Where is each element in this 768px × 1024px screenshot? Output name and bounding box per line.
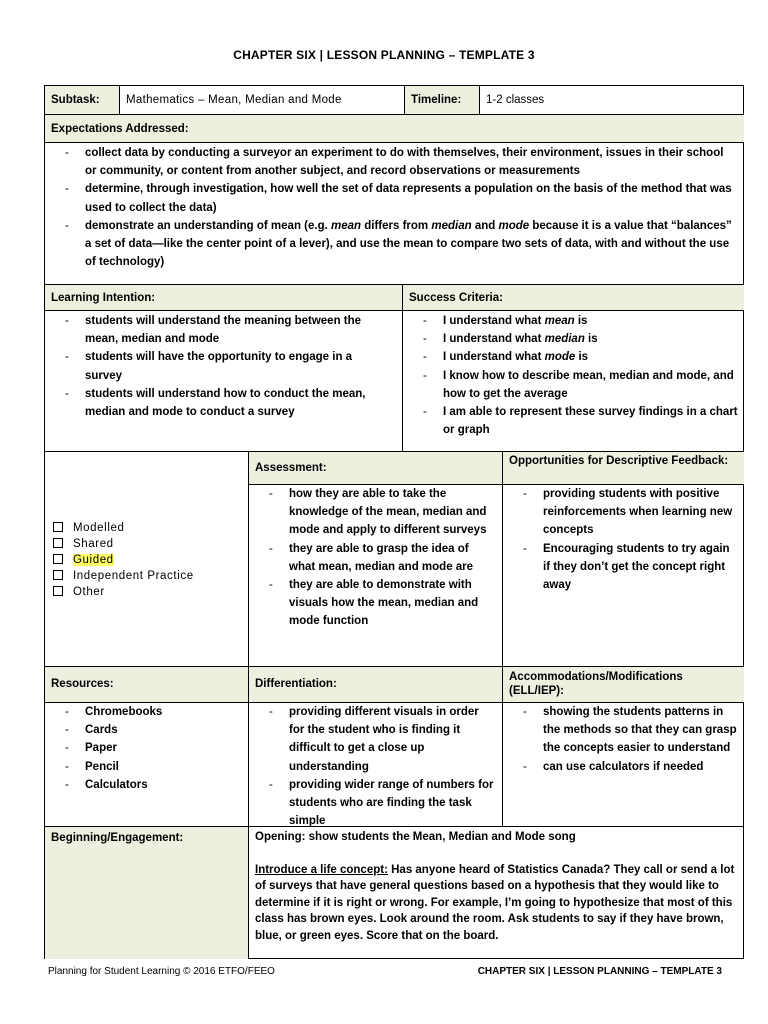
opening-text: Opening: show students the Mean, Median and Mode song — [255, 831, 576, 843]
checkbox[interactable] — [53, 554, 63, 564]
feedback-item: - providing students with positive reinforcements when learning new concepts — [509, 485, 738, 540]
approach-option-modelled[interactable]: Modelled — [53, 520, 242, 536]
expectation-item: - collect data by conducting a surveyor an experiment to do with themselves, their environment, issues in their school or community, or content from another subject, and record observations or measurements — [51, 144, 734, 180]
timeline-value: 1-2 classes — [480, 86, 744, 115]
learning-item: - students will understand the meaning between the mean, median and mode — [51, 312, 392, 348]
checkbox[interactable] — [53, 538, 63, 548]
approach-option-independent-practice[interactable]: Independent Practice — [53, 568, 242, 584]
feedback-content — [503, 485, 744, 667]
success-item: - I understand what median is — [409, 330, 738, 348]
success-item: - I know how to describe mean, median and mode, and how to get the average — [409, 367, 738, 403]
assessment-item: - they are able to grasp the idea of what mean, median and mode are — [255, 540, 496, 576]
accommodations-label: Accommodations/Modifications (ELL/IEP): — [503, 667, 744, 703]
accommodations-content — [503, 703, 744, 827]
footer-right: CHAPTER SIX | LESSON PLANNING – TEMPLATE 3 — [477, 966, 722, 977]
success-item: - I am able to represent these survey findings in a chart or graph — [409, 403, 738, 439]
expectation-item: - determine, through investigation, how well the set of data represents a population on the basis of the method that was used to collect the data) — [51, 180, 734, 216]
approach-option-shared[interactable]: Shared — [53, 536, 242, 552]
timeline-label: Timeline: — [405, 86, 480, 115]
checkbox[interactable] — [53, 570, 63, 580]
approach-option-other[interactable]: Other — [53, 584, 242, 600]
checkbox[interactable] — [53, 586, 63, 596]
differentiation-content — [249, 703, 503, 827]
subtask-label: Subtask: — [45, 86, 120, 115]
differentiation-item: - providing different visuals in order for the student who is finding it difficult to get a close up understanding — [255, 703, 496, 776]
success-item: - I understand what mode is — [409, 348, 738, 366]
learning-intention-label: Learning Intention: — [45, 285, 403, 311]
resources-content — [45, 703, 249, 827]
assessment-item: - how they are able to take the knowledge of the mean, median and mode and apply to different surveys — [255, 485, 496, 540]
success-item: - I understand what mean is — [409, 312, 738, 330]
resources-label: Resources: — [45, 667, 249, 703]
checkbox[interactable] — [53, 522, 63, 532]
accommodation-item: - can use calculators if needed — [509, 758, 738, 776]
learning-item: - students will have the opportunity to engage in a survey — [51, 348, 392, 384]
beginning-label: Beginning/Engagement: — [45, 827, 249, 959]
success-criteria-label: Success Criteria: — [403, 285, 744, 311]
feedback-item: - Encouraging students to try again if they don’t get the concept right away — [509, 540, 738, 595]
footer-left: Planning for Student Learning © 2016 ETFO/FEEO — [48, 966, 275, 977]
approach-cell — [45, 452, 249, 667]
resource-item: - Calculators — [51, 776, 242, 794]
assessment-label: Assessment: — [249, 452, 503, 485]
beginning-content — [249, 827, 744, 959]
assessment-content — [249, 485, 503, 667]
intro-paragraph: Introduce a life concept: Has anyone heard of Statistics Canada? They call or send a lot of surveys that have general questions based on a hypothesis that they would like to determine if it is right or wrong. For example, I’m going to hypothesize that most of this class has brown eyes. Look around the room. Ask students to say if they have brown, blue, or green eyes. Score that on the board. — [255, 863, 735, 942]
resource-item: - Cards — [51, 721, 242, 739]
differentiation-item: - providing wider range of numbers for students who are finding the task simple — [255, 776, 496, 831]
differentiation-label: Differentiation: — [249, 667, 503, 703]
expectations-label: Expectations Addressed: — [45, 115, 744, 143]
expectation-item: - demonstrate an understanding of mean (e.g. mean differs from median and mode because it is a value that “balances” a set of data—like the center point of a lever), and use the mean to compare two sets of data, with and without the use of technology) — [51, 217, 734, 272]
success-criteria-content — [403, 311, 744, 452]
resource-item: - Paper — [51, 739, 242, 757]
assessment-item: - they are able to demonstrate with visuals how the mean, median and mode function — [255, 576, 496, 631]
resource-item: - Chromebooks — [51, 703, 242, 721]
resource-item: - Pencil — [51, 758, 242, 776]
feedback-label: Opportunities for Descriptive Feedback: — [503, 452, 744, 485]
approach-option-guided[interactable]: Guided — [53, 552, 242, 568]
accommodation-item: - showing the students patterns in the methods so that they can grasp the concepts easier to understand — [509, 703, 738, 758]
page-title: CHAPTER SIX | LESSON PLANNING – TEMPLATE 3 — [233, 48, 535, 62]
learning-item: - students will understand how to conduct the mean, median and mode to conduct a survey — [51, 385, 392, 421]
subtask-value: Mathematics – Mean, Median and Mode — [120, 86, 405, 115]
learning-intention-content — [45, 311, 403, 452]
expectations-content — [45, 143, 744, 285]
lesson-plan-table — [44, 85, 744, 959]
